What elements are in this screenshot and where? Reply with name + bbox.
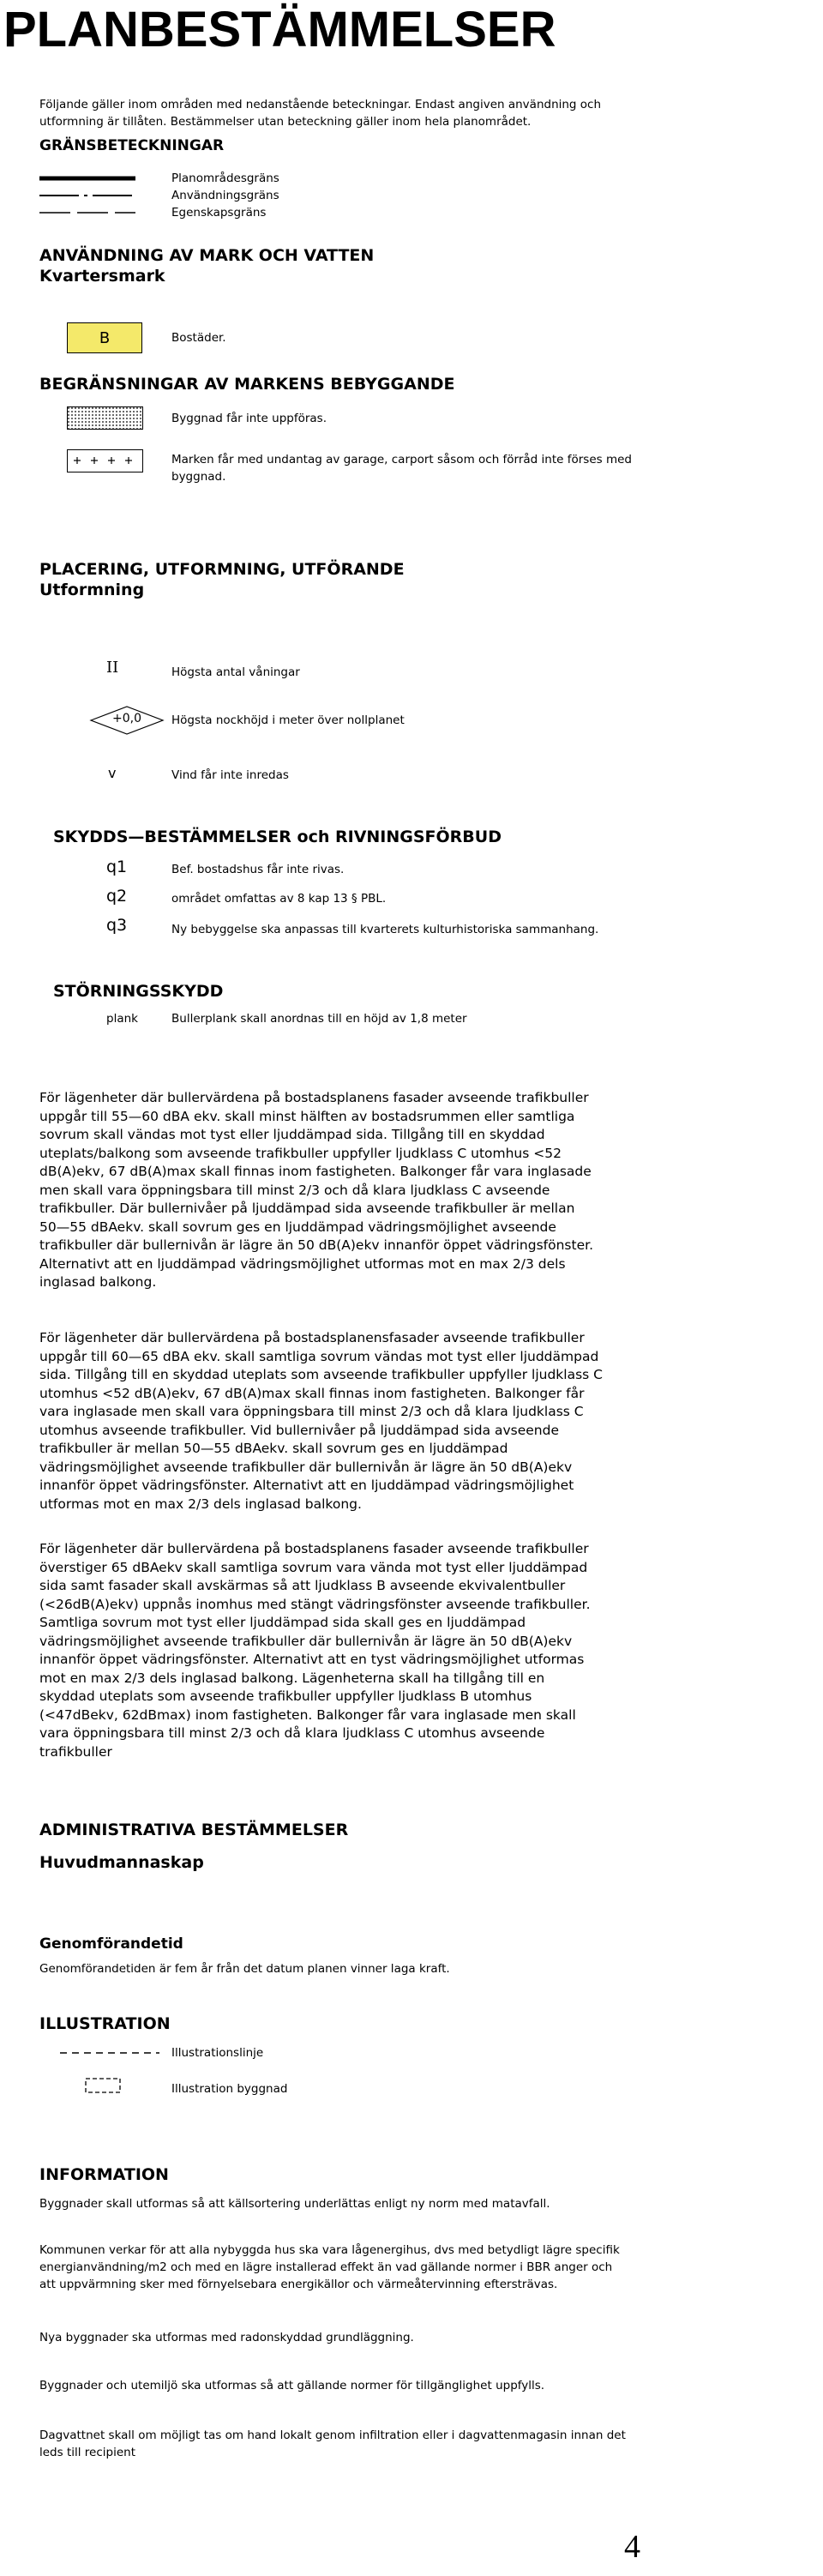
anvandning-heading: ANVÄNDNING AV MARK OCH VATTEN <box>39 246 375 265</box>
text-line: men skall vara öppningsbara till minst 2/3 och då klara ljudklass C avseende <box>39 1182 550 1198</box>
information-heading: INFORMATION <box>39 2165 169 2184</box>
illustration-symbols <box>60 2044 163 2096</box>
text-line: uppgår till 60—65 dBA ekv. skall samtliga sovrum vändas mot tyst eller ljuddämpad <box>39 1348 599 1364</box>
text-line: utformas mot en max 2/3 dels inglasad balkong. <box>39 1496 362 1512</box>
kvartersmark-subheading: Kvartersmark <box>39 267 165 286</box>
text-line: sida samt fasader skall avskärmas så att ljudklass B avseende ekvivalentbuller <box>39 1578 566 1593</box>
text-line: uppgår till 55—60 dBA ekv. skall minst hälften av bostadsrummen eller samtliga <box>39 1108 575 1124</box>
text-line: utomhus <52 dB(A)ekv, 67 dB(A)max skall finnas inom fastigheten. Balkonger får <box>39 1385 585 1401</box>
storningsskydd-heading: STÖRNINGSSKYDD <box>53 982 224 1001</box>
skydds-heading: SKYDDS—BESTÄMMELSER och RIVNINGSFÖRBUD <box>53 828 502 846</box>
antal-vaningar-text: Högsta antal våningar <box>171 665 300 679</box>
text-line: vara inglasade men skall vara öppningsbara till minst 2/3 och då klara ljudklass C <box>39 1404 584 1419</box>
text-line: skyddad uteplats som avseende trafikbuller uppfyller ljudklass B utomhus <box>39 1688 532 1704</box>
begransningar-item-2-line-2: byggnad. <box>171 470 226 484</box>
page-number: 4 <box>624 2529 640 2565</box>
nockhojd-text: Högsta nockhöjd i meter över nollplanet <box>171 713 405 727</box>
information-item-2-line-2: energianvändning/m2 och med en lägre installerad effekt än vad gällande normer i BBR anger och <box>39 2260 613 2274</box>
page-title: PLANBESTÄMMELSER <box>3 2 556 57</box>
grans-item-2: Användningsgräns <box>171 189 279 202</box>
vind-symbol: v <box>108 765 117 781</box>
grans-item-3: Egenskapsgräns <box>171 206 267 220</box>
q3-text: Ny bebyggelse ska anpassas till kvarterets kulturhistoriska sammanhang. <box>171 923 599 936</box>
text-line: vädringsmöjlighet avseende trafikbuller där bullernivån är lägre än 50 dB(A)ekv <box>39 1459 573 1475</box>
illustrationslinje-text: Illustrationslinje <box>171 2046 264 2060</box>
intro-line-2: utformning är tillåten. Bestämmelser utan beteckning gäller inom hela planområdet. <box>39 115 532 129</box>
text-line: mot en max 2/3 dels inglasad balkong. Lägenheterna skall ha tillgång till en <box>39 1670 545 1686</box>
information-item-3: Nya byggnader ska utformas med radonskyddad grundläggning. <box>39 2331 414 2344</box>
information-item-2-line-1: Kommunen verkar för att alla nybyggda hus ska vara lågenergihus, dvs med betydligt lägre specifik <box>39 2243 620 2257</box>
genomforandetid-text: Genomförandetiden är fem år från det datum planen vinner laga kraft. <box>39 1962 450 1976</box>
text-line: överstiger 65 dBAekv skall samtliga sovrum vara vända mot tyst eller ljuddämpad <box>39 1559 588 1575</box>
text-line: (<26dB(A)ekv) uppnås inomhus med stängt vädringsfönster avseende trafikbuller. <box>39 1596 591 1612</box>
illustration-heading: ILLUSTRATION <box>39 2014 171 2033</box>
text-line: vädringsmöjlighet avseende trafikbuller där bullernivån är lägre än 50 dB(A)ekv <box>39 1633 573 1649</box>
text-line: För lägenheter där bullervärdena på bostadsplanensfasader avseende trafikbuller <box>39 1330 585 1345</box>
vind-text: Vind får inte inredas <box>171 768 289 782</box>
text-line: (<47dBekv, 62dBmax) inom fastigheten. Balkonger får vara inglasade men skall <box>39 1706 576 1723</box>
text-line: sovrum skall vändas mot tyst eller ljuddämpad sida. Tillgång till en skyddad <box>39 1127 545 1142</box>
begransningar-item-2-line-1: Marken får med undantag av garage, carport såsom och förråd inte förses med <box>171 453 632 466</box>
bostader-symbol <box>67 322 142 353</box>
q1-text: Bef. bostadshus får inte rivas. <box>171 863 345 876</box>
bostader-desc: Bostäder. <box>171 331 226 345</box>
text-line: För lägenheter där bullervärdena på bostadsplanens fasader avseende trafikbuller <box>39 1541 589 1556</box>
information-item-5-line-2: leds till recipient <box>39 2446 135 2459</box>
intro-line-1: Följande gäller inom områden med nedanstående beteckningar. Endast angiven användning och <box>39 98 602 111</box>
buller-paragraph-2 <box>39 1329 785 1514</box>
text-line: inglasad balkong. <box>39 1274 157 1290</box>
buller-paragraph-1 <box>39 1089 785 1292</box>
utformning-subheading: Utformning <box>39 581 145 599</box>
text-line: trafikbuller där bullernivån är lägre än 50 dB(A)ekv innanför öppet vädringsfönster. <box>39 1237 593 1253</box>
genomforandetid-heading: Genomförandetid <box>39 1935 183 1953</box>
gransbeteckningar-heading: GRÄNSBETECKNINGAR <box>39 137 225 154</box>
illustration-byggnad-rect <box>86 2079 120 2092</box>
administrativa-heading: ADMINISTRATIVA BESTÄMMELSER <box>39 1821 349 1839</box>
text-line: trafikbuller. Där bullernivåer på ljuddämpad sida avseende trafikbuller är mellan <box>39 1201 575 1216</box>
placering-heading: PLACERING, UTFORMNING, UTFÖRANDE <box>39 560 405 579</box>
information-item-1: Byggnader skall utformas så att källsortering underlättas enligt ny norm med matavfall. <box>39 2197 550 2211</box>
text-line: uteplats/balkong som avseende trafikbuller uppfyller ljudklass C utomhus <52 <box>39 1145 562 1161</box>
grans-item-1: Planområdesgräns <box>171 172 279 185</box>
information-item-4: Byggnader och utemiljö ska utformas så att gällande normer för tillgänglighet uppfylls. <box>39 2379 545 2392</box>
text-line: sida. Tillgång till en skyddad uteplats som avseende trafikbuller uppfyller ljudklass C <box>39 1367 603 1382</box>
border-line-symbols <box>39 172 142 220</box>
text-line: Alternativt att en ljuddämpad vädringsmöjlighet utformas mot en max 2/3 dels <box>39 1255 566 1272</box>
q2-text: området omfattas av 8 kap 13 § PBL. <box>171 892 387 906</box>
text-line: vara öppningsbara till minst 2/3 och då klara ljudklass C utomhus avseende <box>39 1725 545 1741</box>
antal-vaningar-symbol: II <box>106 659 119 677</box>
text-line: Samtliga sovrum mot tyst eller ljuddämpad sida skall ges en ljuddämpad <box>39 1615 526 1630</box>
text-line: trafikbuller är mellan 50—55 dBAekv. skall sovrum ges en ljuddämpad <box>39 1441 508 1456</box>
text-line: utomhus avseende trafikbuller. Vid bullernivåer på ljuddämpad sida avseende <box>39 1422 560 1438</box>
buller-paragraph-3 <box>39 1540 785 1761</box>
q2-symbol: q2 <box>106 887 128 906</box>
text-line: För lägenheter där bullervärdena på bostadsplanens fasader avseende trafikbuller <box>39 1090 589 1105</box>
q3-symbol: q3 <box>106 916 128 935</box>
q1-symbol: q1 <box>106 858 128 876</box>
information-item-2-line-3: att uppvärmning sker med förnyelsebara energikällor och värmeåtervinning eftersträvas. <box>39 2278 558 2291</box>
text-line: innanför öppet vädringsfönster. Alternativt att en ljuddämpad vädringsmöjlighet <box>39 1478 574 1493</box>
plank-label: plank <box>106 1012 138 1026</box>
huvudmannaskap-subheading: Huvudmannaskap <box>39 1853 204 1872</box>
text-line: 50—55 dBAekv. skall sovrum ges en ljuddämpad vädringsmöjlighet avseende <box>39 1219 556 1235</box>
information-item-5-line-1: Dagvattnet skall om möjligt tas om hand lokalt genom infiltration eller i dagvattenmagasin innan det <box>39 2429 626 2442</box>
illustration-byggnad-text: Illustration byggnad <box>171 2082 288 2096</box>
korsmark-symbol <box>67 449 144 473</box>
plank-text: Bullerplank skall anordnas till en höjd av 1,8 meter <box>171 1012 467 1026</box>
text-line: trafikbuller <box>39 1743 112 1760</box>
begransningar-heading: BEGRÄNSNINGAR AV MARKENS BEBYGGANDE <box>39 375 455 394</box>
text-line: innanför öppet vädringsfönster. Alternativt att en tyst vädringsmöjlighet utformas <box>39 1652 585 1667</box>
begransningar-item-1: Byggnad får inte uppföras. <box>171 412 327 425</box>
text-line: dB(A)ekv, 67 dB(A)max skall finnas inom fastigheten. Balkonger får vara inglasade <box>39 1164 592 1179</box>
bostader-symbol-label: B <box>99 328 111 347</box>
prickmark-symbol <box>67 406 144 430</box>
nockhojd-symbol-label: +0,0 <box>112 712 141 725</box>
